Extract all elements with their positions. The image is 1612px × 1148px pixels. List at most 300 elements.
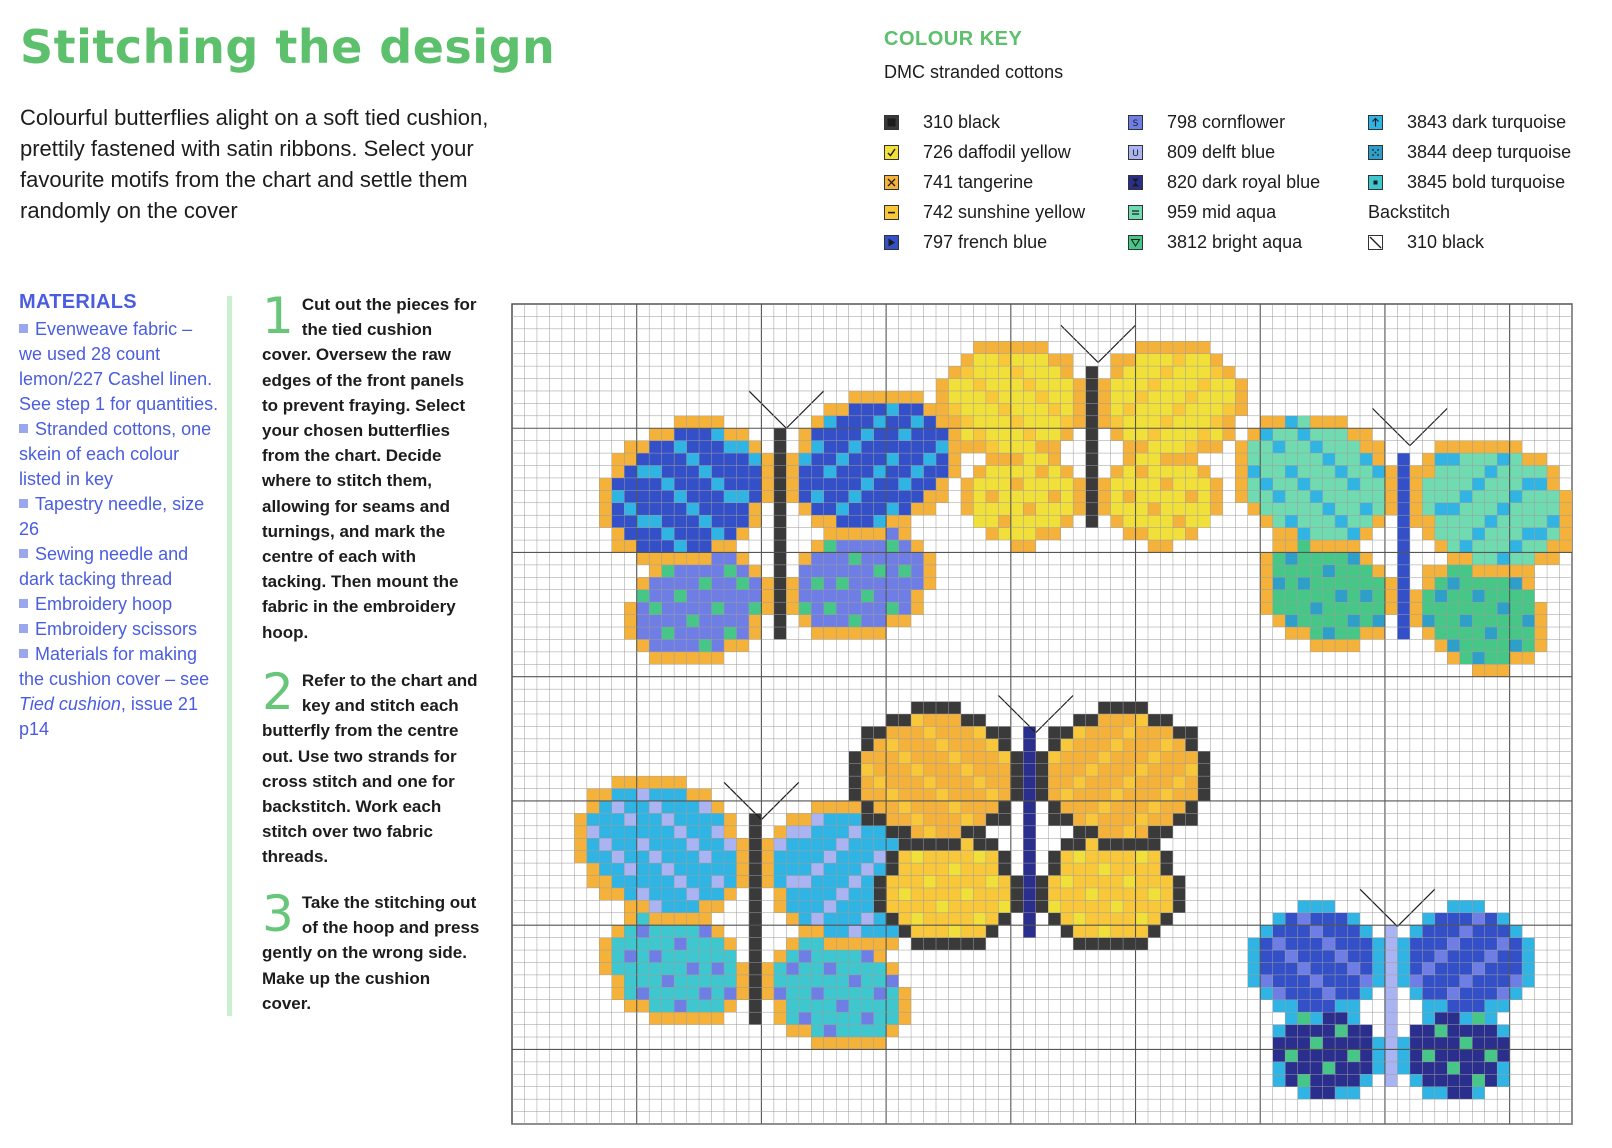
stitch-cell bbox=[886, 714, 898, 726]
stitch-cell bbox=[886, 1000, 898, 1012]
stitch-cell bbox=[687, 987, 699, 999]
stitch-cell bbox=[874, 391, 886, 403]
stitch-cell bbox=[961, 428, 973, 440]
stitch-cell bbox=[1235, 490, 1247, 502]
stitch-cell bbox=[1148, 478, 1160, 490]
stitch-cell bbox=[786, 876, 798, 888]
materials-item bbox=[19, 317, 219, 417]
stitch-cell bbox=[1086, 466, 1098, 478]
stitch-cell bbox=[1472, 1074, 1484, 1086]
stitch-cell bbox=[1522, 565, 1534, 577]
stitch-cell bbox=[1460, 1062, 1472, 1074]
stitch-cell bbox=[649, 528, 661, 540]
stitch-cell bbox=[1485, 490, 1497, 502]
stitch-cell bbox=[936, 453, 948, 465]
stitch-cell bbox=[1410, 466, 1422, 478]
stitch-cell bbox=[674, 801, 686, 813]
stitch-cell bbox=[1385, 1049, 1397, 1061]
stitch-cell bbox=[1435, 913, 1447, 925]
stitch-cell bbox=[849, 391, 861, 403]
stitch-cell bbox=[662, 938, 674, 950]
stitch-cell bbox=[1073, 776, 1085, 788]
stitch-cell bbox=[712, 851, 724, 863]
stitch-cell bbox=[1148, 341, 1160, 353]
stitch-cell bbox=[1036, 416, 1048, 428]
stitch-cell bbox=[687, 540, 699, 552]
stitch-cell bbox=[674, 789, 686, 801]
stitch-cell bbox=[1023, 354, 1035, 366]
stitch-cell bbox=[1111, 751, 1123, 763]
stitch-cell bbox=[936, 826, 948, 838]
stitch-cell bbox=[1323, 1012, 1335, 1024]
stitch-cell bbox=[1061, 416, 1073, 428]
stitch-cell bbox=[1460, 565, 1472, 577]
stitch-cell bbox=[649, 615, 661, 627]
stitch-cell bbox=[1510, 950, 1522, 962]
stitch-cell bbox=[1372, 503, 1384, 515]
stitch-cell bbox=[924, 403, 936, 415]
stitch-cell bbox=[1422, 615, 1434, 627]
stitch-cell bbox=[1136, 441, 1148, 453]
stitch-cell bbox=[662, 441, 674, 453]
stitch-cell bbox=[736, 602, 748, 614]
materials-item bbox=[19, 542, 219, 592]
stitch-cell bbox=[1348, 1012, 1360, 1024]
stitch-cell bbox=[1310, 627, 1322, 639]
stitch-cell bbox=[1048, 801, 1060, 813]
stitch-cell bbox=[1011, 789, 1023, 801]
stitch-cell bbox=[936, 801, 948, 813]
stitch-cell bbox=[1061, 428, 1073, 440]
stitch-cell bbox=[849, 801, 861, 813]
stitch-cell bbox=[612, 813, 624, 825]
stitch-cell bbox=[924, 702, 936, 714]
stitch-cell bbox=[1248, 975, 1260, 987]
materials-item-text: Stranded cottons, one skein of each colour listed in key bbox=[19, 419, 212, 489]
stitch-cell bbox=[1385, 577, 1397, 589]
stitch-cell bbox=[1198, 354, 1210, 366]
stitch-cell bbox=[824, 577, 836, 589]
stitch-cell bbox=[1073, 478, 1085, 490]
stitch-cell bbox=[1335, 416, 1347, 428]
stitch-cell bbox=[986, 801, 998, 813]
stitch-cell bbox=[749, 826, 761, 838]
stitch-cell bbox=[649, 490, 661, 502]
stitch-cell bbox=[1198, 789, 1210, 801]
stitch-cell bbox=[1011, 341, 1023, 353]
stitch-cell bbox=[911, 726, 923, 738]
stitch-cell bbox=[724, 540, 736, 552]
stitch-cell bbox=[724, 528, 736, 540]
stitch-cell bbox=[662, 652, 674, 664]
stitch-cell bbox=[1497, 987, 1509, 999]
stitch-cell bbox=[1510, 490, 1522, 502]
stitch-cell bbox=[749, 503, 761, 515]
stitch-cell bbox=[761, 975, 773, 987]
stitch-cell bbox=[811, 851, 823, 863]
stitch-cell bbox=[1298, 938, 1310, 950]
stitch-cell bbox=[986, 925, 998, 937]
stitch-cell bbox=[948, 453, 960, 465]
stitch-cell bbox=[861, 416, 873, 428]
stitch-cell bbox=[861, 478, 873, 490]
stitch-cell bbox=[973, 416, 985, 428]
stitch-cell bbox=[1136, 801, 1148, 813]
stitch-cell bbox=[1136, 503, 1148, 515]
stitch-cell bbox=[948, 726, 960, 738]
stitch-cell bbox=[1160, 726, 1172, 738]
stitch-cell bbox=[961, 801, 973, 813]
stitch-cell bbox=[836, 876, 848, 888]
stitch-cell bbox=[936, 403, 948, 415]
colour-key-label: 820 dark royal blue bbox=[1167, 171, 1321, 192]
stitch-cell bbox=[1061, 851, 1073, 863]
stitch-cell bbox=[861, 565, 873, 577]
stitch-cell bbox=[786, 938, 798, 950]
stitch-cell bbox=[973, 813, 985, 825]
stitch-cell bbox=[1185, 478, 1197, 490]
stitch-cell bbox=[874, 453, 886, 465]
stitch-cell bbox=[1148, 714, 1160, 726]
stitch-cell bbox=[637, 987, 649, 999]
stitch-cell bbox=[1372, 615, 1384, 627]
stitch-cell bbox=[1123, 776, 1135, 788]
thread-swatch-icon bbox=[884, 145, 899, 160]
stitch-cell bbox=[1248, 962, 1260, 974]
stitch-cell bbox=[649, 950, 661, 962]
stitch-cell bbox=[1061, 739, 1073, 751]
stitch-cell bbox=[599, 515, 611, 527]
stitch-cell bbox=[1136, 913, 1148, 925]
stitch-cell bbox=[612, 950, 624, 962]
stitch-cell bbox=[712, 577, 724, 589]
stitch-cell bbox=[961, 776, 973, 788]
stitch-cell bbox=[861, 838, 873, 850]
stitch-cell bbox=[699, 801, 711, 813]
stitch-cell bbox=[874, 428, 886, 440]
stitch-cell bbox=[662, 962, 674, 974]
stitch-cell bbox=[699, 503, 711, 515]
stitch-cell bbox=[1397, 590, 1409, 602]
stitch-cell bbox=[1497, 565, 1509, 577]
stitch-cell bbox=[712, 876, 724, 888]
stitch-cell bbox=[998, 764, 1010, 776]
stitch-cell bbox=[874, 801, 886, 813]
stitch-cell bbox=[699, 838, 711, 850]
stitch-cell bbox=[1535, 615, 1547, 627]
stitch-cell bbox=[1098, 764, 1110, 776]
stitch-cell bbox=[1310, 615, 1322, 627]
colour-key-item bbox=[884, 227, 1134, 257]
stitch-cell bbox=[799, 950, 811, 962]
stitch-cell bbox=[799, 552, 811, 564]
stitch-cell bbox=[1497, 925, 1509, 937]
stitch-cell bbox=[886, 602, 898, 614]
stitch-cell bbox=[612, 851, 624, 863]
stitch-cell bbox=[687, 950, 699, 962]
stitch-cell bbox=[1447, 540, 1459, 552]
stitch-cell bbox=[1185, 726, 1197, 738]
stitch-cell bbox=[1061, 751, 1073, 763]
stitch-cell bbox=[874, 1037, 886, 1049]
stitch-cell bbox=[886, 565, 898, 577]
stitch-cell bbox=[924, 764, 936, 776]
stitch-cell bbox=[1048, 354, 1060, 366]
stitch-cell bbox=[961, 764, 973, 776]
stitch-cell bbox=[936, 913, 948, 925]
column-divider bbox=[227, 296, 232, 1016]
stitch-cell bbox=[761, 851, 773, 863]
stitch-cell bbox=[1023, 925, 1035, 937]
stitch-cell bbox=[624, 466, 636, 478]
stitch-cell bbox=[649, 552, 661, 564]
stitch-cell bbox=[1086, 416, 1098, 428]
stitch-cell bbox=[1348, 503, 1360, 515]
stitch-cell bbox=[1011, 466, 1023, 478]
stitch-cell bbox=[1422, 590, 1434, 602]
stitch-cell bbox=[1298, 428, 1310, 440]
stitch-cell bbox=[1472, 1087, 1484, 1099]
stitch-cell bbox=[1148, 366, 1160, 378]
stitch-cell bbox=[1036, 379, 1048, 391]
stitch-cell bbox=[724, 590, 736, 602]
stitch-cell bbox=[1472, 664, 1484, 676]
stitch-cell bbox=[1011, 751, 1023, 763]
stitch-cell bbox=[1460, 652, 1472, 664]
stitch-cell bbox=[637, 615, 649, 627]
stitch-cell bbox=[1410, 1037, 1422, 1049]
stitch-cell bbox=[1472, 552, 1484, 564]
stitch-cell bbox=[786, 987, 798, 999]
colour-key-item bbox=[1368, 227, 1612, 257]
stitch-cell bbox=[861, 490, 873, 502]
stitch-cell bbox=[849, 888, 861, 900]
stitch-cell bbox=[1510, 602, 1522, 614]
stitch-cell bbox=[1472, 1012, 1484, 1024]
stitch-cell bbox=[1198, 466, 1210, 478]
stitch-cell bbox=[861, 615, 873, 627]
stitch-cell bbox=[973, 403, 985, 415]
stitch-cell bbox=[874, 888, 886, 900]
stitch-cell bbox=[1273, 1074, 1285, 1086]
stitch-cell bbox=[1011, 416, 1023, 428]
stitch-cell bbox=[899, 789, 911, 801]
thread-swatch-icon bbox=[884, 175, 899, 190]
stitch-cell bbox=[1485, 975, 1497, 987]
stitch-cell bbox=[674, 577, 686, 589]
stitch-cell bbox=[836, 962, 848, 974]
stitch-cell bbox=[1348, 528, 1360, 540]
stitch-cell bbox=[1048, 441, 1060, 453]
stitch-cell bbox=[1348, 1087, 1360, 1099]
stitch-cell bbox=[1310, 416, 1322, 428]
stitch-cell bbox=[799, 863, 811, 875]
stitch-cell bbox=[1397, 1062, 1409, 1074]
stitch-cell bbox=[1160, 751, 1172, 763]
stitch-cell bbox=[699, 639, 711, 651]
stitch-cell bbox=[1397, 577, 1409, 589]
stitch-cell bbox=[998, 441, 1010, 453]
stitch-cell bbox=[1285, 515, 1297, 527]
stitch-cell bbox=[774, 627, 786, 639]
stitch-cell bbox=[861, 552, 873, 564]
stitch-cell bbox=[1360, 1049, 1372, 1061]
stitch-cell bbox=[637, 950, 649, 962]
stitch-cell bbox=[936, 838, 948, 850]
stitch-cell bbox=[1460, 615, 1472, 627]
stitch-cell bbox=[774, 540, 786, 552]
stitch-cell bbox=[886, 925, 898, 937]
stitch-cell bbox=[1073, 913, 1085, 925]
stitch-cell bbox=[948, 826, 960, 838]
stitch-cell bbox=[948, 428, 960, 440]
stitch-cell bbox=[1335, 627, 1347, 639]
stitch-cell bbox=[1086, 739, 1098, 751]
stitch-cell bbox=[1372, 1062, 1384, 1074]
thread-swatch-icon bbox=[1128, 205, 1143, 220]
stitch-cell bbox=[1535, 478, 1547, 490]
stitch-cell bbox=[948, 441, 960, 453]
stitch-cell bbox=[973, 354, 985, 366]
stitch-cell bbox=[1173, 379, 1185, 391]
stitch-cell bbox=[1073, 851, 1085, 863]
stitch-cell bbox=[1535, 453, 1547, 465]
stitch-cell bbox=[749, 602, 761, 614]
stitch-cell bbox=[761, 962, 773, 974]
stitch-cell bbox=[1360, 503, 1372, 515]
stitch-cell bbox=[1348, 1037, 1360, 1049]
step-text: Cut out the pieces for the tied cushion cover. Oversew the raw edges of the front panels to prevent fraying. Select your chosen butterflies from the chart. Decide where to stitch them, allowing for seams and turnings, and mark the centre of each with tacking. Then mount the fabric in the embroidery hoop. bbox=[262, 295, 477, 642]
stitch-cell bbox=[1061, 900, 1073, 912]
stitch-cell bbox=[624, 950, 636, 962]
stitch-cell bbox=[1298, 602, 1310, 614]
stitch-cell bbox=[1148, 403, 1160, 415]
stitch-cell bbox=[998, 751, 1010, 763]
step-1 bbox=[262, 287, 482, 645]
stitch-cell bbox=[824, 801, 836, 813]
stitch-cell bbox=[1310, 602, 1322, 614]
stitch-cell bbox=[911, 813, 923, 825]
stitch-cell bbox=[649, 590, 661, 602]
stitch-cell bbox=[1023, 813, 1035, 825]
stitch-cell bbox=[1323, 1025, 1335, 1037]
stitch-cell bbox=[1098, 863, 1110, 875]
stitch-cell bbox=[1136, 938, 1148, 950]
stitch-cell bbox=[1435, 975, 1447, 987]
stitch-cell bbox=[1447, 639, 1459, 651]
stitch-cell bbox=[1547, 490, 1559, 502]
stitch-cell bbox=[899, 441, 911, 453]
stitch-cell bbox=[1522, 540, 1534, 552]
stitch-cell bbox=[1397, 627, 1409, 639]
stitch-cell bbox=[811, 577, 823, 589]
stitch-cell bbox=[1260, 428, 1272, 440]
stitch-cell bbox=[774, 1012, 786, 1024]
stitch-cell bbox=[1086, 789, 1098, 801]
stitch-cell bbox=[1360, 938, 1372, 950]
stitch-cell bbox=[1273, 552, 1285, 564]
stitch-cell bbox=[1372, 962, 1384, 974]
stitch-cell bbox=[1323, 987, 1335, 999]
stitch-cell bbox=[687, 466, 699, 478]
stitch-cell bbox=[687, 590, 699, 602]
stitch-cell bbox=[699, 540, 711, 552]
stitch-cell bbox=[1285, 540, 1297, 552]
stitch-cell bbox=[1323, 1074, 1335, 1086]
stitch-cell bbox=[1360, 590, 1372, 602]
stitch-cell bbox=[1447, 466, 1459, 478]
stitch-cell bbox=[811, 416, 823, 428]
stitch-cell bbox=[1385, 962, 1397, 974]
stitch-cell bbox=[1048, 428, 1060, 440]
stitch-cell bbox=[1260, 925, 1272, 937]
stitch-cell bbox=[724, 441, 736, 453]
stitch-cell bbox=[637, 900, 649, 912]
stitch-cell bbox=[1472, 528, 1484, 540]
stitch-cell bbox=[1036, 900, 1048, 912]
stitch-cell bbox=[1111, 379, 1123, 391]
stitch-cell bbox=[1273, 528, 1285, 540]
stitch-cell bbox=[1210, 478, 1222, 490]
stitch-cell bbox=[624, 826, 636, 838]
stitch-cell bbox=[786, 1000, 798, 1012]
stitch-cell bbox=[1285, 602, 1297, 614]
stitch-cell bbox=[1472, 652, 1484, 664]
stitch-cell bbox=[1061, 379, 1073, 391]
stitch-cell bbox=[961, 813, 973, 825]
stitch-cell bbox=[724, 627, 736, 639]
stitch-cell bbox=[1111, 391, 1123, 403]
stitch-cell bbox=[699, 478, 711, 490]
stitch-cell bbox=[1535, 466, 1547, 478]
stitch-cell bbox=[911, 466, 923, 478]
stitch-cell bbox=[1485, 1037, 1497, 1049]
stitch-cell bbox=[1086, 714, 1098, 726]
stitch-cell bbox=[911, 441, 923, 453]
stitch-cell bbox=[849, 503, 861, 515]
stitch-cell bbox=[861, 540, 873, 552]
stitch-cell bbox=[736, 639, 748, 651]
stitch-cell bbox=[849, 975, 861, 987]
stitch-cell bbox=[687, 851, 699, 863]
stitch-cell bbox=[998, 900, 1010, 912]
stitch-cell bbox=[1385, 938, 1397, 950]
stitch-cell bbox=[687, 577, 699, 589]
stitch-cell bbox=[637, 776, 649, 788]
stitch-cell bbox=[1298, 441, 1310, 453]
stitch-cell bbox=[1360, 441, 1372, 453]
stitch-cell bbox=[1522, 962, 1534, 974]
stitch-cell bbox=[924, 416, 936, 428]
stitch-cell bbox=[674, 615, 686, 627]
stitch-cell bbox=[599, 813, 611, 825]
stitch-cell bbox=[624, 478, 636, 490]
stitch-cell bbox=[774, 987, 786, 999]
stitch-cell bbox=[1422, 1087, 1434, 1099]
stitch-cell bbox=[1310, 515, 1322, 527]
stitch-cell bbox=[1522, 590, 1534, 602]
stitch-cell bbox=[1148, 851, 1160, 863]
stitch-cell bbox=[911, 900, 923, 912]
stitch-cell bbox=[1460, 577, 1472, 589]
stitch-cell bbox=[1435, 962, 1447, 974]
colour-key-item bbox=[884, 197, 1134, 227]
stitch-cell bbox=[1123, 739, 1135, 751]
stitch-cell bbox=[886, 478, 898, 490]
stitch-cell bbox=[1273, 1062, 1285, 1074]
stitch-cell bbox=[1148, 490, 1160, 502]
colour-key-column bbox=[1128, 107, 1378, 257]
